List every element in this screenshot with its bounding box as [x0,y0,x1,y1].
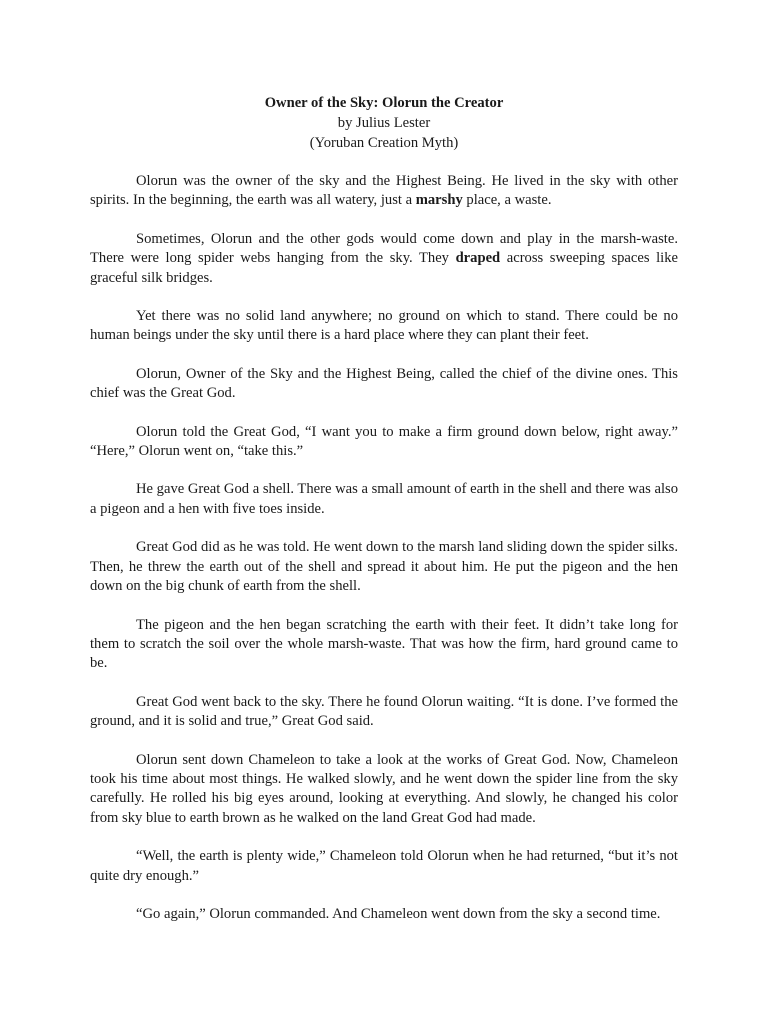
text-run: Olorun sent down Chameleon to take a look at the works of Great God. Now, Chameleon took his time about most things. He walked slowly, and he went down the spider line from the sky carefully. He rolled his big eyes around, looking at everything. And slowly, he changed his color from sky blue to earth brown as he walked on the land Great God had made. [90,751,678,826]
paragraph [90,616,678,674]
text-run: Olorun, Owner of the Sky and the Highest Being, called the chief of the divine ones. This chief was the Great God. [90,365,678,402]
text-run: “Go again,” Olorun commanded. And Chameleon went down from the sky a second time. [136,905,661,922]
text-run: The pigeon and the hen began scratching the earth with their feet. It didn’t take long for them to scratch the soil over the whole marsh-waste. That was how the firm, hard ground came to be. [90,616,678,672]
text-run: Great God went back to the sky. There he found Olorun waiting. “It is done. I’ve formed the ground, and it is solid and true,” Great God said. [90,693,678,730]
header-spacer [90,153,678,172]
text-run: across sweeping spaces like graceful silk bridges. [90,250,678,286]
text-run: Yet there was no solid land anywhere; no ground on which to stand. There could be no human beings under the sky until there is a hard place where they can plant their feet. [90,308,678,344]
paragraph [90,538,678,596]
paragraph [90,307,678,346]
paragraph [90,365,678,404]
text-run: place, a waste. [462,192,552,209]
paragraph [90,751,678,829]
paragraph [90,423,678,462]
text-run: Olorun told the Great God, “I want you to make a firm ground down below, right away.” “Here,” Olorun went on, “take this.” [90,423,678,460]
paragraph [90,480,678,519]
paragraph [90,905,678,924]
bold-word: draped [455,250,501,267]
text-run: Great God did as he was told. He went down to the marsh land sliding down the spider silks. Then, he threw the earth out of the shell and spread it about him. He put the pigeon and the hen down on the big chunk of earth from the shell. [90,539,678,595]
paragraph [90,847,678,886]
document-title: Owner of the Sky: Olorun the Creator [264,95,504,111]
document-subtitle: (Yoruban Creation Myth) [309,135,459,151]
bold-word: marshy [415,192,463,209]
paragraph [90,230,678,288]
document-body [90,172,678,924]
text-run: “Well, the earth is plenty wide,” Chameleon told Olorun when he had returned, “but it’s not quite dry enough.” [90,848,678,884]
document-page [90,93,678,943]
paragraph [90,172,678,211]
document-header [90,93,678,153]
text-run: He gave Great God a shell. There was a small amount of earth in the shell and there was also a pigeon and a hen with five toes inside. [90,481,678,517]
paragraph [90,693,678,732]
document-author: by Julius Lester [337,115,431,131]
text-run: Sometimes, Olorun and the other gods would come down and play in the marsh-waste. There were long spider webs hanging from the sky. They [90,230,678,267]
text-run: Olorun was the owner of the sky and the Highest Being. He lived in the sky with other spirits. In the beginning, the earth was all watery, just a [90,173,678,209]
